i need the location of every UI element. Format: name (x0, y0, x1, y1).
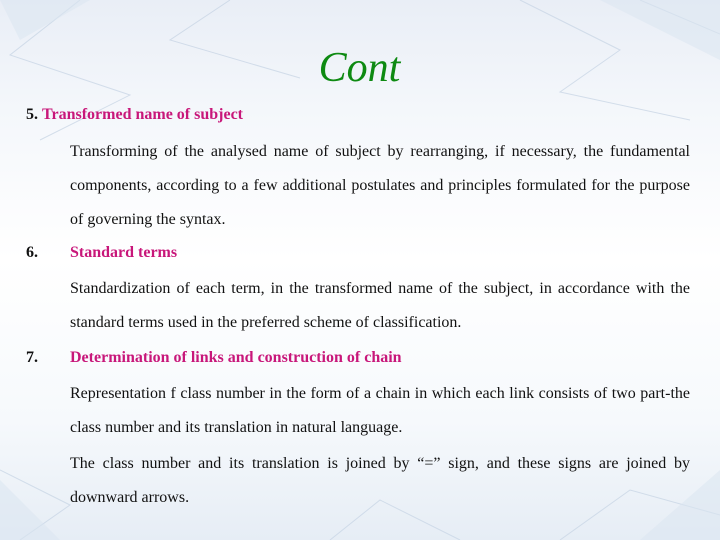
slide-title: Cont (318, 45, 401, 91)
section-number: 5. (26, 106, 38, 123)
section-7-paragraph-1: Representation f class number in the form of a chain in which each link consists of two part-the class number and its translation in natural language. (70, 385, 690, 436)
section-5-header (26, 98, 243, 132)
section-7-number: 7. (26, 349, 38, 366)
section-5-paragraph: Transforming of the analysed name of subject by rearranging, if necessary, the fundamental components, according to a few additional postulates and principles formulated for the purpose of governing the syntax. (70, 143, 690, 228)
section-7-paragraph-2: The class number and its translation is joined by “=” sign, and these signs are joined by downward arrows. (70, 455, 690, 506)
section-6-paragraph: Standardization of each term, in the transformed name of the subject, in accordance with the standard terms used in the preferred scheme of classification. (70, 280, 690, 331)
section-heading: Transformed name of subject (42, 106, 244, 123)
section-6-number: 6. (26, 244, 38, 261)
section-7-heading: Determination of links and construction of chain (70, 349, 402, 366)
section-6-heading: Standard terms (70, 244, 178, 261)
